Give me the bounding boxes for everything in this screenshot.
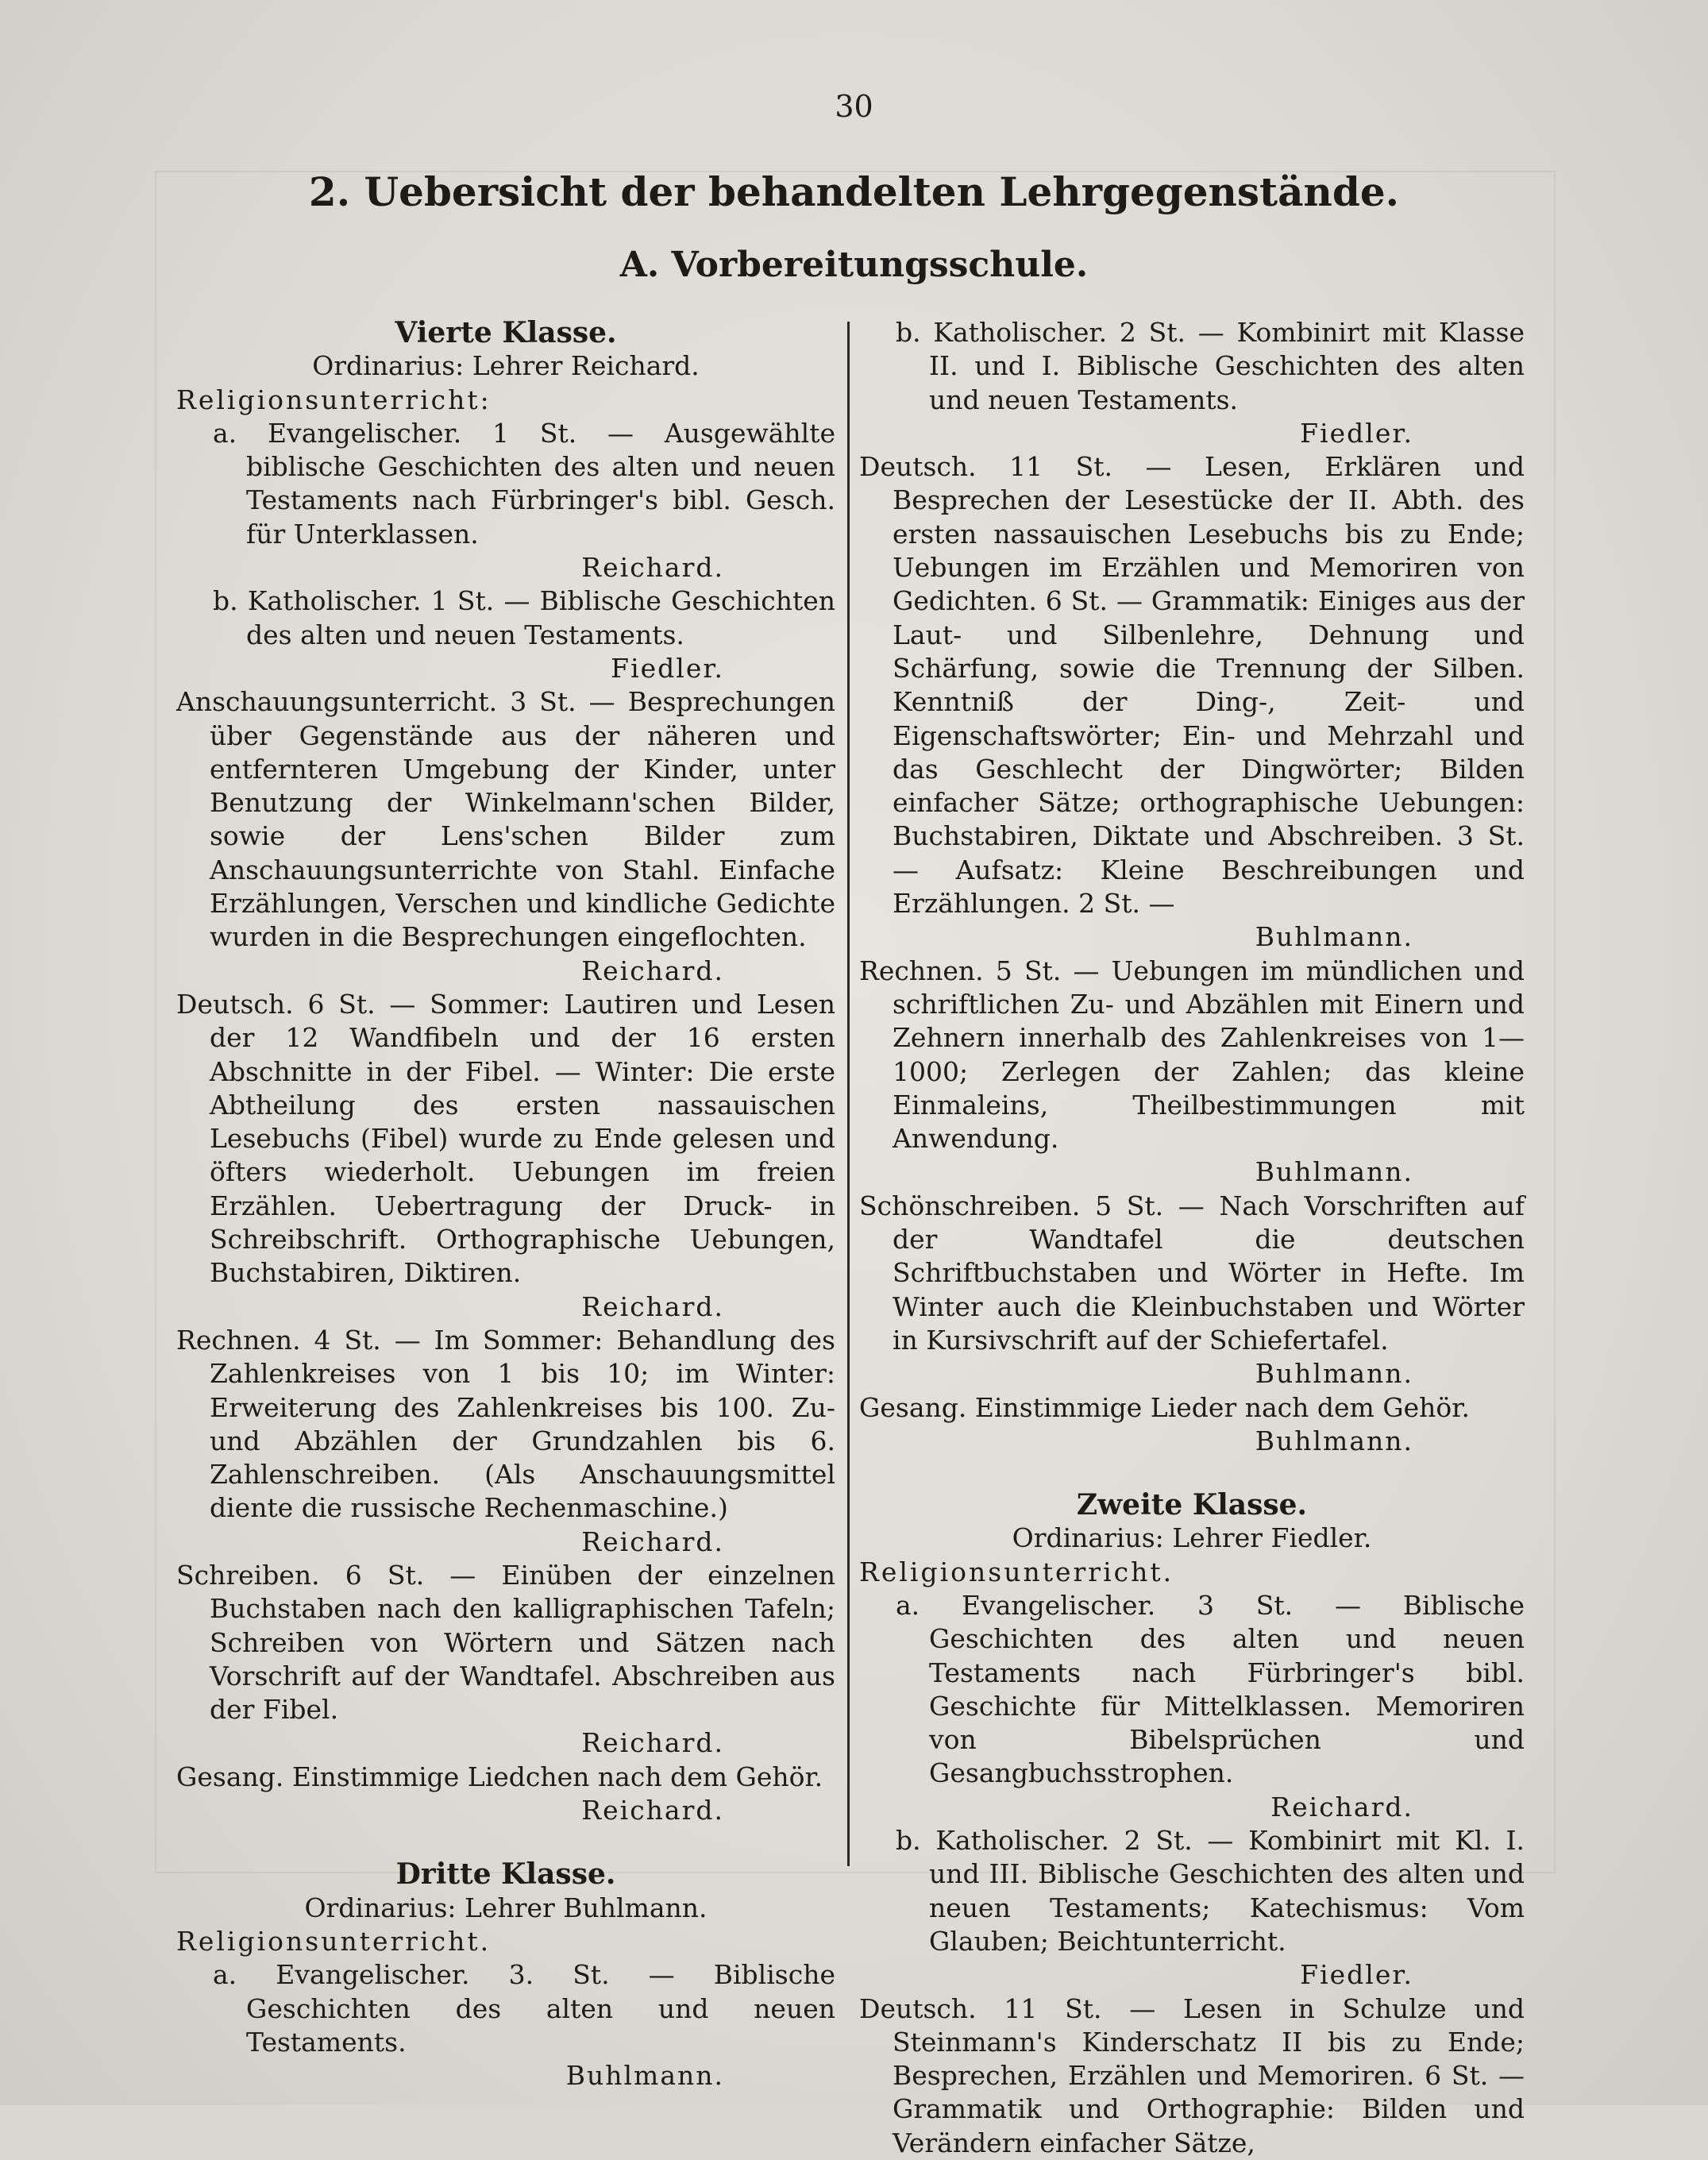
vierte-gesang: Gesang. Einstimmige Liedchen nach dem Gehör. (176, 1761, 823, 1792)
dritte-religion-evangelisch: a. Evangelischer. 3. St. — Biblische Geschichten des alten und neuen Testaments. (213, 1959, 835, 2058)
vierte-gesang-teacher: Reichard. (581, 1795, 724, 1826)
dritte-gesang: Gesang. Einstimmige Lieder nach dem Gehör. (859, 1391, 1470, 1423)
column-divider (847, 322, 850, 1866)
vierte-schreiben: Schreiben. 6 St. — Einüben der einzelnen Buchstaben nach den kalligraphischen Tafeln; Schreiben von Wörtern und Sätzen nach Vorschrift auf der Wandtafel. Abschreiben aus der Fibel. (176, 1559, 835, 1726)
zweite-deutsch: Deutsch. 11 St. — Lesen in Schulze und Steinmann's Kinderschatz II bis zu Ende; Besprechen, Erzählen und Memoriren. 6 St. — Grammatik und Orthographie: Bilden und Verändern einfacher Sätze, (859, 1992, 1525, 2158)
vierte-religion-katholisch-teacher: Fiedler. (611, 652, 724, 684)
dritte-schoenschreiben: Schönschreiben. 5 St. — Nach Vorschriften auf der Wandtafel die deutschen Schriftbuchstaben und Wörter in Hefte. Im Winter auch die Kleinbuchstaben und Wörter in Kursivschrift auf der Schiefertafel. (859, 1190, 1525, 1356)
vierte-rechnen: Rechnen. 4 St. — Im Sommer: Behandlung des Zahlenkreises von 1 bis 10; im Winter: Erweiterung des Zahlenkreises bis 100. Zu- und Abzählen der Grundzahlen bis 6. Zahlenschreiben. (Als Anschauungsmittel diente die russische Rechenmaschine.) (176, 1324, 835, 1524)
dritte-schoenschreiben-teacher: Buhlmann. (1255, 1358, 1413, 1390)
vierte-religion-katholisch: b. Katholischer. 1 St. — Biblische Geschichten des alten und neuen Testaments. (213, 585, 835, 650)
dritte-religion-label: Religionsunterricht. (176, 1925, 492, 1957)
dritte-rechnen: Rechnen. 5 St. — Uebungen im mündlichen und schriftlichen Zu- und Abzählen mit Einern und Zehnern innerhalb des Zahlenkreises von 1—1000; Zerlegen der Zahlen; das kleine Einmaleins, Theilbestimmungen mit Anwendung. (859, 955, 1525, 1155)
vierte-anschauungsunterricht-teacher: Reichard. (581, 955, 724, 986)
page-number: 30 (835, 89, 873, 124)
dritte-religion-katholisch: b. Katholischer. 2 St. — Kombinirt mit Klasse II. und I. Biblische Geschichten des alten und neuen Testaments. (896, 317, 1525, 415)
zweite-religion-evangelisch-teacher: Reichard. (1270, 1791, 1413, 1822)
left-column (176, 316, 835, 2092)
vierte-deutsch: Deutsch. 6 St. — Sommer: Lautiren und Lesen der 12 Wandfibeln und der 16 ersten Abschnitte in der Fibel. — Winter: Die erste Abtheilung des ersten nassauischen Lesebuchs (Fibel) wurde zu Ende gelesen und öfters wiederholt. Uebungen im freien Erzählen. Uebertragung der Druck- in Schreibschrift. Orthographische Uebungen, Buchstabiren, Diktiren. (176, 988, 835, 1289)
dritte-religion-evangelisch-teacher: Buhlmann. (565, 2060, 724, 2092)
dritte-gesang-teacher: Buhlmann. (1255, 1425, 1413, 1456)
dritte-religion-katholisch-teacher: Fiedler. (1300, 417, 1413, 449)
section-title: A. Vorbereitungsschule. (619, 245, 1089, 285)
vierte-anschauungsunterricht: Anschauungsunterricht. 3 St. — Besprechungen über Gegenstände aus der näheren und entfernteren Umgebung der Kinder, unter Benutzung der Winkelmann'schen Bilder, sowie der Lens'schen Bilder zum Anschauungsunterrichte von Stahl. Einfache Erzählungen, Verschen und kindliche Gedichte wurden in die Besprechungen eingeflochten. (176, 686, 835, 953)
vierte-deutsch-teacher: Reichard. (581, 1290, 724, 1322)
dritte-klasse-heading: Dritte Klasse. (395, 1857, 616, 1892)
zweite-ordinarius: Ordinarius: Lehrer Fiedler. (1012, 1522, 1372, 1554)
dritte-deutsch-teacher: Buhlmann. (1255, 921, 1413, 953)
dritte-ordinarius: Ordinarius: Lehrer Buhlmann. (304, 1892, 707, 1923)
vierte-ordinarius: Ordinarius: Lehrer Reichard. (312, 350, 700, 382)
vierte-schreiben-teacher: Reichard. (581, 1727, 724, 1759)
dritte-rechnen-teacher: Buhlmann. (1255, 1156, 1413, 1188)
zweite-religion-katholisch: b. Katholischer. 2 St. — Kombinirt mit Kl. I. und III. Biblische Geschichten des alten und neuen Testaments; Katechismus: Vom Glauben; Beichtunterricht. (896, 1825, 1525, 1957)
zweite-religion-evangelisch: a. Evangelischer. 3 St. — Biblische Geschichten des alten und neuen Testaments nach Fürbringer's bibl. Geschichte für Mittelklassen. Memoriren von Bibelsprüchen und Gesangbuchsstrophen. (896, 1589, 1525, 1789)
vierte-rechnen-teacher: Reichard. (581, 1526, 724, 1557)
vierte-religion-label: Religionsunterricht: (176, 384, 492, 415)
vierte-religion-evangelisch-teacher: Reichard. (581, 552, 724, 584)
zweite-religion-katholisch-teacher: Fiedler. (1300, 1959, 1413, 1991)
vierte-klasse-heading: Vierte Klasse. (395, 316, 617, 349)
main-title: 2. Uebersicht der behandelten Lehrgegenstände. (308, 168, 1400, 215)
right-column (859, 316, 1525, 2160)
dritte-deutsch: Deutsch. 11 St. — Lesen, Erklären und Besprechen der Lesestücke der II. Abth. des ersten nassauischen Lesebuchs bis zu Ende; Uebungen im Erzählen und Memoriren von Gedichten. 6 St. — Grammatik: Einiges aus der Laut- und Silbenlehre, Dehnung und Schärfung, sowie die Trennung der Silben. Kenntniß der Ding-, Zeit- und Eigenschaftswörter; Ein- und Mehrzahl und das Geschlecht der Dingwörter; Bilden einfacher Sätze; orthographische Uebungen: Buchstabiren, Diktate und Abschreiben. 3 St. — Aufsatz: Kleine Beschreibungen und Erzählungen. 2 St. — (859, 451, 1525, 920)
vierte-religion-evangelisch: a. Evangelischer. 1 St. — Ausgewählte biblische Geschichten des alten und neuen Testaments nach Fürbringer's bibl. Gesch. für Unterklassen. (213, 417, 835, 550)
zweite-klasse-heading: Zweite Klasse. (1076, 1488, 1308, 1522)
zweite-religion-label: Religionsunterricht. (859, 1556, 1174, 1587)
